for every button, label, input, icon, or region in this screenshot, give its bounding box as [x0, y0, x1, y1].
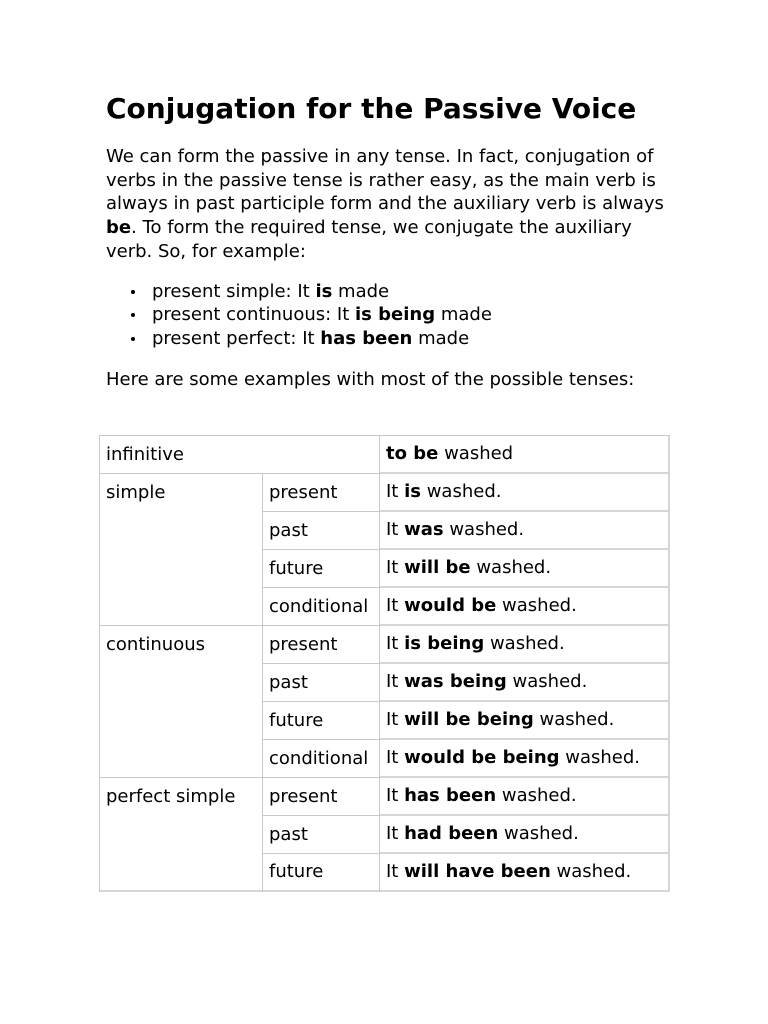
example-suffix: made [412, 327, 470, 349]
infinitive-suffix: washed [438, 443, 514, 464]
form-suffix: washed. [506, 671, 588, 692]
passive-form [380, 474, 670, 512]
form-prefix: It [386, 785, 405, 806]
tense-label: future [263, 550, 380, 588]
examples-list [106, 280, 676, 351]
document-page [106, 90, 676, 391]
auxiliary-verb: had been [404, 823, 499, 844]
example-bold: is [315, 280, 333, 302]
form-suffix: washed. [550, 861, 632, 882]
outro-paragraph: Here are some examples with most of the possible tenses: [106, 368, 635, 390]
example-prefix: present continuous: It [152, 304, 356, 326]
form-prefix: It [386, 709, 405, 730]
example-bold: has been [320, 327, 413, 349]
passive-form [380, 588, 670, 626]
form-prefix: It [386, 747, 405, 768]
auxiliary-verb: has been [404, 785, 497, 806]
intro-text: We can form the passive in any tense. In fact, conjugation of verbs in the passive tense is rather easy, as the main verb is always in past participle form and the auxiliary verb is always [106, 146, 664, 215]
list-item [152, 280, 676, 304]
example-bold: is being [355, 304, 436, 326]
form-suffix: washed. [496, 785, 577, 806]
auxiliary-verb: will be being [404, 709, 534, 730]
passive-form [380, 512, 670, 550]
example-prefix: present perfect: It [152, 327, 321, 349]
form-prefix: It [386, 557, 405, 578]
list-item [152, 327, 676, 351]
passive-form [380, 702, 670, 740]
auxiliary-verb: is [404, 481, 421, 502]
table-row [100, 436, 670, 474]
form-suffix: washed. [559, 747, 641, 768]
form-prefix: It [386, 481, 405, 502]
form-suffix: washed. [496, 595, 577, 616]
form-prefix: It [386, 861, 405, 882]
tense-label: present [263, 778, 380, 816]
tense-label: conditional [263, 588, 380, 626]
passive-form [380, 778, 670, 816]
infinitive-form [380, 436, 670, 474]
example-suffix: made [332, 280, 390, 302]
page-title: Conjugation for the Passive Voice [106, 92, 637, 125]
passive-form [380, 664, 670, 702]
tense-label: past [263, 512, 380, 550]
form-prefix: It [386, 671, 405, 692]
intro-paragraph [106, 145, 676, 264]
aspect-label: simple [100, 474, 263, 626]
form-suffix: washed. [443, 519, 525, 540]
tense-label: present [263, 474, 380, 512]
auxiliary-verb: will have been [404, 861, 551, 882]
tense-label: past [263, 816, 380, 854]
passive-form [380, 854, 670, 892]
form-prefix: It [386, 633, 405, 654]
list-item [152, 303, 676, 327]
auxiliary-verb: was being [404, 671, 507, 692]
form-prefix: It [386, 823, 405, 844]
passive-form [380, 550, 670, 588]
infinitive-label: infinitive [100, 436, 380, 474]
infinitive-bold: to be [386, 443, 439, 464]
example-prefix: present simple: It [152, 280, 316, 302]
auxiliary-verb: would be [404, 595, 497, 616]
auxiliary-verb: would be being [404, 747, 560, 768]
tense-label: future [263, 702, 380, 740]
aspect-label: perfect simple [100, 778, 263, 892]
form-suffix: washed. [420, 481, 502, 502]
form-suffix: washed. [484, 633, 565, 654]
form-prefix: It [386, 595, 405, 616]
form-suffix: washed. [470, 557, 552, 578]
table-row [100, 778, 670, 816]
tense-label: future [263, 854, 380, 892]
tense-label: conditional [263, 740, 380, 778]
form-suffix: washed. [533, 709, 615, 730]
example-suffix: made [435, 304, 492, 326]
table-row [100, 626, 670, 664]
table-row [100, 474, 670, 512]
passive-form [380, 626, 670, 664]
passive-form [380, 816, 670, 854]
intro-text-end: . To form the required tense, we conjugate the auxiliary verb. So, for example: [106, 217, 632, 262]
conjugation-table [99, 435, 670, 892]
aspect-label: continuous [100, 626, 263, 778]
auxiliary-verb: was [404, 519, 444, 540]
intro-bold: be [106, 217, 132, 239]
tense-label: past [263, 664, 380, 702]
form-suffix: washed. [498, 823, 579, 844]
form-prefix: It [386, 519, 405, 540]
tense-label: present [263, 626, 380, 664]
auxiliary-verb: is being [404, 633, 485, 654]
passive-form [380, 740, 670, 778]
auxiliary-verb: will be [404, 557, 471, 578]
